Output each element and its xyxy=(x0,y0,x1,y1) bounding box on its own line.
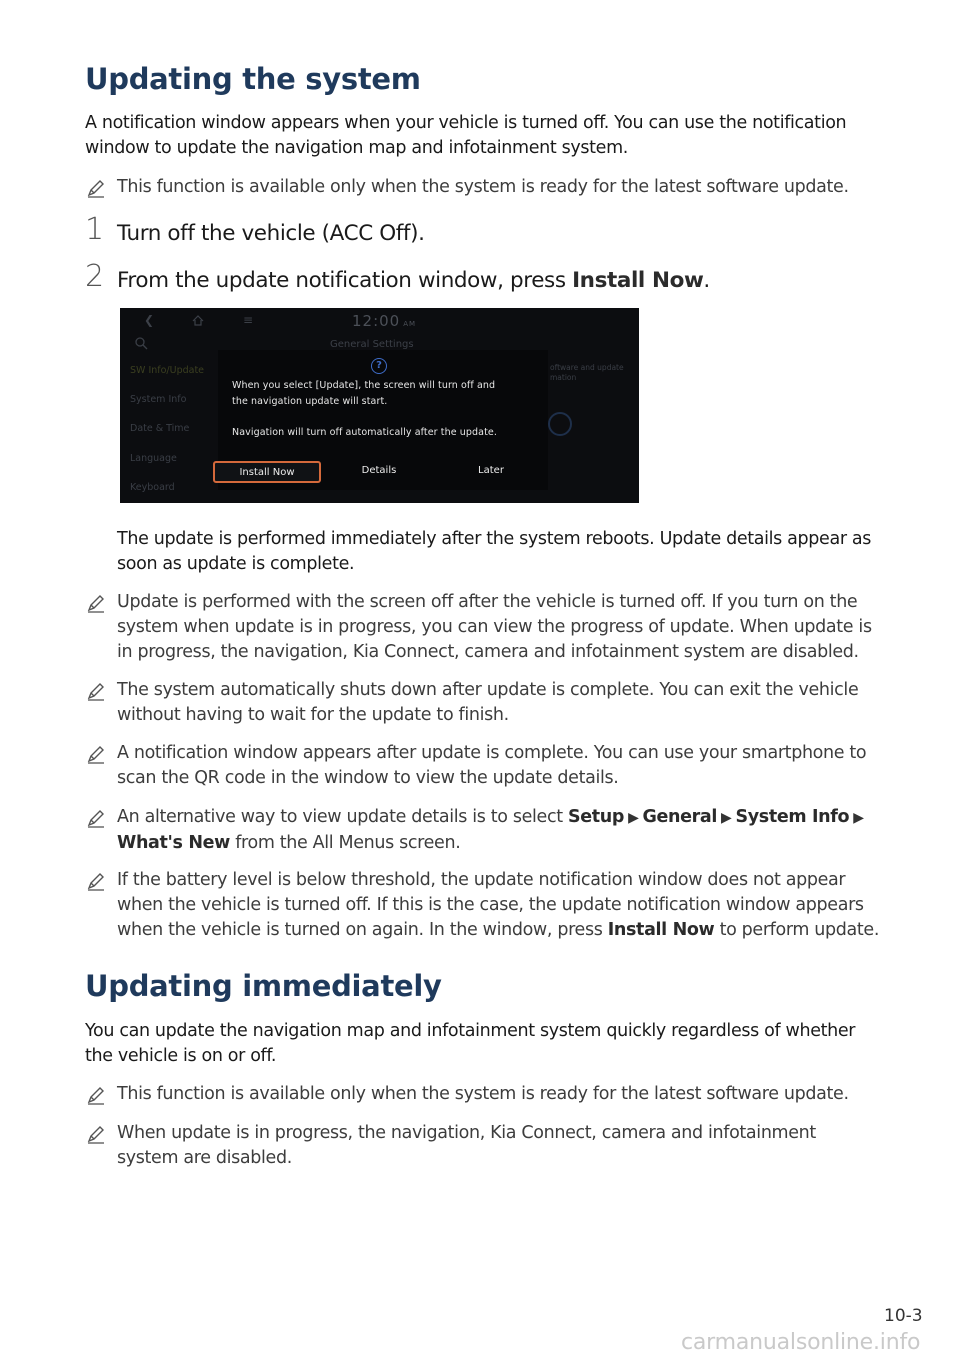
pencil-note-icon xyxy=(85,807,107,829)
pencil-note-icon xyxy=(85,1084,107,1106)
section-title-updating-immediately: Updating immediately xyxy=(85,969,442,1003)
path-system-info: System Info xyxy=(735,807,850,827)
side-item-date-time: Date & Time xyxy=(130,423,190,434)
install-now-label: Install Now xyxy=(572,268,704,293)
note-screen-off xyxy=(85,590,885,665)
pencil-note-icon xyxy=(85,592,107,614)
menu-icon: ≡ xyxy=(243,313,254,327)
pencil-note-icon xyxy=(85,177,107,199)
pencil-note-icon xyxy=(85,870,107,892)
side-item-keyboard: Keyboard xyxy=(130,482,175,493)
pencil-note-icon xyxy=(85,743,107,765)
note-availability-2 xyxy=(85,1082,885,1107)
dialog-message-line: When you select [Update], the screen will turn off and xyxy=(232,380,496,391)
section-title-updating-system: Updating the system xyxy=(85,62,421,96)
intro-paragraph-2: You can update the navigation map and infotainment system quickly regardless of whether the vehicle is on or off. xyxy=(85,1021,856,1066)
question-icon: ? xyxy=(371,358,387,374)
path-whats-new: What's New xyxy=(117,833,230,853)
screen-topbar xyxy=(120,308,639,334)
later-button[interactable]: Later xyxy=(478,465,504,476)
note-text: An alternative way to view update details is to select Setup ▶ General ▶ System Info ▶ What's New from the All Menus screen. xyxy=(117,807,864,853)
update-ring-icon xyxy=(548,412,572,436)
note-qr-code xyxy=(85,741,885,791)
right-panel-text: oftware and update mation xyxy=(550,363,624,382)
note-text: A notification window appears after update is complete. You can use your smartphone to scan the QR code in the window to view the update details. xyxy=(117,743,867,788)
after-screenshot-paragraph: The update is performed immediately after the system reboots. Update details appear as soon as update is complete. xyxy=(117,529,872,574)
intro-paragraph: A notification window appears when your vehicle is turned off. You can use the notification window to update the navigation map and infotainment system. xyxy=(85,113,847,158)
dialog-message-line: Navigation will turn off automatically after the update. xyxy=(232,427,497,438)
note-auto-shutdown xyxy=(85,678,885,728)
note-battery xyxy=(85,868,885,943)
clock: 12:00 AM xyxy=(352,312,417,330)
update-notification-dialog xyxy=(218,350,548,490)
arrow-right-icon: ▶ xyxy=(853,810,864,826)
step-2 xyxy=(85,259,885,296)
page-number: 10-3 xyxy=(884,1306,923,1326)
search-icon xyxy=(135,337,148,350)
infotainment-screenshot xyxy=(120,308,639,503)
side-item-sw-info: SW Info/Update xyxy=(130,365,205,376)
note-menu-path xyxy=(85,805,885,856)
path-setup: Setup xyxy=(567,807,625,827)
install-now-label: Install Now xyxy=(607,920,715,940)
note-text: Update is performed with the screen off after the vehicle is turned off. If you turn on the system when update is in progress, you can view the progress of update. When update is in progress, the navigation, Kia Connect, camera and infotainment system are disabled. xyxy=(117,592,872,662)
step-number: 2 xyxy=(85,259,104,294)
path-general: General xyxy=(642,807,718,827)
pencil-note-icon xyxy=(85,680,107,702)
step-text: From the update notification window, press Install Now. xyxy=(117,268,710,293)
side-item-system-info: System Info xyxy=(130,394,187,405)
note-text: This function is available only when the system is ready for the latest software update. xyxy=(117,177,849,197)
dialog-message-line: the navigation update will start. xyxy=(232,396,388,407)
step-1 xyxy=(85,212,885,249)
note-disabled-2 xyxy=(85,1121,885,1171)
note-availability xyxy=(85,175,885,200)
note-text: When update is in progress, the navigation, Kia Connect, camera and infotainment system are disabled. xyxy=(117,1123,816,1168)
watermark: carmanualsonline.info xyxy=(681,1330,921,1355)
note-text: The system automatically shuts down after update is complete. You can exit the vehicle without having to wait for the update to finish. xyxy=(117,680,859,725)
arrow-right-icon: ▶ xyxy=(721,810,732,826)
step-number: 1 xyxy=(85,212,104,247)
details-button[interactable]: Details xyxy=(361,465,397,476)
step-text: Turn off the vehicle (ACC Off). xyxy=(117,221,425,246)
note-text: If the battery level is below threshold, the update notification window does not appear when the vehicle is turned off. If this is the case, the update notification window appears when the vehicle is turned on again. In the window, press Install Now to perform update. xyxy=(117,870,880,940)
side-item-language: Language xyxy=(130,453,177,464)
back-arrow-icon: ❮ xyxy=(144,313,155,327)
pencil-note-icon xyxy=(85,1123,107,1145)
note-text: This function is available only when the system is ready for the latest software update. xyxy=(117,1084,849,1104)
install-now-button[interactable]: Install Now xyxy=(213,461,321,483)
screen-title: General Settings xyxy=(330,339,414,350)
arrow-right-icon: ▶ xyxy=(628,810,639,826)
home-icon xyxy=(192,315,204,326)
